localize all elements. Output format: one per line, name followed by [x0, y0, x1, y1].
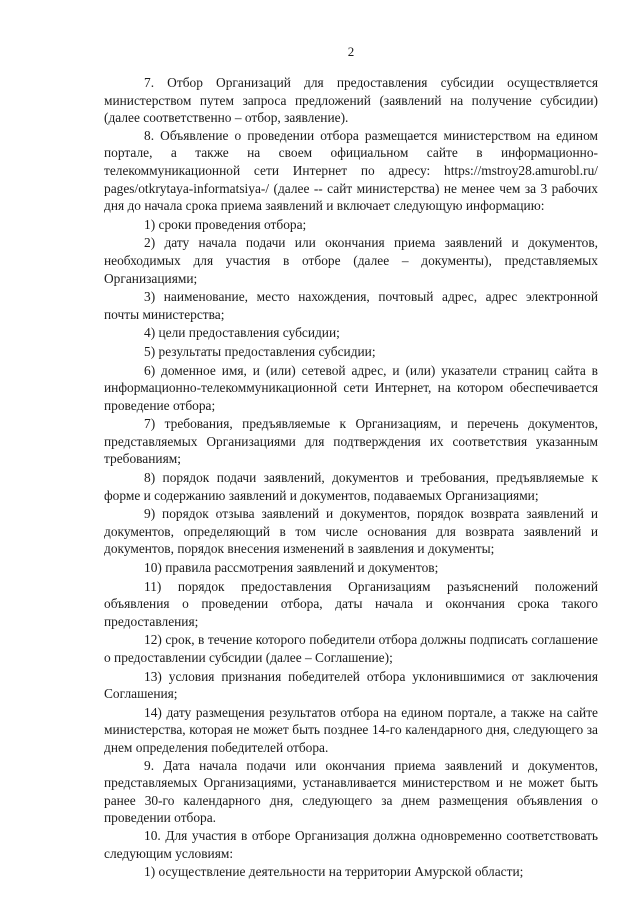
list-item-13: 13) условия признания победителей отбора уклонившимися от заключения Соглашения; [104, 668, 598, 702]
condition-item-1: 1) осуществление деятельности на территории Амурской области; [144, 864, 524, 880]
list-item-3: 3) наименование, место нахождения, почтовый адрес, адрес электронной почты министерства; [104, 289, 598, 322]
list-item-8: 8) порядок подачи заявлений, документов и требования, предъявляемые к форме и содержанию заявлений и документов, подаваемых Организациями; [104, 470, 598, 503]
paragraph-8: 8. Объявление о проведении отбора размещается министерством на едином портале, а также на своем официальном сайте в информационно-телекоммуникационной сети Интернет по адресу: https://mstroy28.amurobl.ru/ pages/otkrytaya-informatsiya-/ (далее -- сайт министерства) не менее чем за 3 рабочих дня до начала срока приема заявлений и включает следующую информацию: [104, 127, 598, 214]
list-item-9: 9) порядок отзыва заявлений и документов, порядок возврата заявлений и документов, определяющий в том числе основания для возврата заявлений и документов, порядок внесения изменений в заявления и документы; [104, 506, 598, 557]
paragraph-7: 7. Отбор Организаций для предоставления субсидии осуществляется министерством путем запроса предложений (заявлений на получение субсидии) (далее соответственно – отбор, заявление). [104, 75, 598, 126]
list-item-4: 4) цели предоставления субсидии; [144, 325, 340, 341]
page-number: 2 [347, 44, 355, 59]
list-item-1: 1) сроки проведения отбора; [144, 216, 307, 232]
list-item-10: 10) правила рассмотрения заявлений и документов; [144, 560, 439, 576]
list-item-11: 11) порядок предоставления Организациям разъяснений положений объявления о проведении отбора, даты начала и окончания срока такого предоставления; [104, 578, 598, 629]
list-item-6: 6) доменное имя, и (или) сетевой адрес, и (или) указатели страниц сайта в информационно-телекоммуникационной сети Интернет, на котором обеспечивается проведение отбора; [104, 362, 598, 413]
paragraph-9: 9. Дата начала подачи или окончания приема заявлений и документов, представляемых Организациями, устанавливается министерством и не может быть ранее 30-го календарного дня, следующего за днем размещения объявления о проведении отбора. [104, 757, 598, 826]
paragraph-10: 10. Для участия в отборе Организация должна одновременно соответствовать следующим условиям: [104, 827, 598, 861]
list-item-14: 14) дату размещения результатов отбора на едином портале, а также на сайте министерства, которая не может быть позднее 14-го календарного дня, следующего за днем определения победителей отбора. [104, 704, 598, 755]
list-item-12: 12) срок, в течение которого победители отбора должны подписать соглашение о предоставлении субсидии (далее – Соглашение); [104, 632, 598, 665]
list-item-2: 2) дату начала подачи или окончания приема заявлений и документов, необходимых для участия в отборе (далее – документы), представляемых Организациями; [104, 235, 598, 286]
list-item-7: 7) требования, предъявляемые к Организациям, и перечень документов, представляемых Организациями для подтверждения их соответствия указанным требованиям; [104, 416, 598, 467]
list-item-5: 5) результаты предоставления субсидии; [144, 343, 376, 359]
